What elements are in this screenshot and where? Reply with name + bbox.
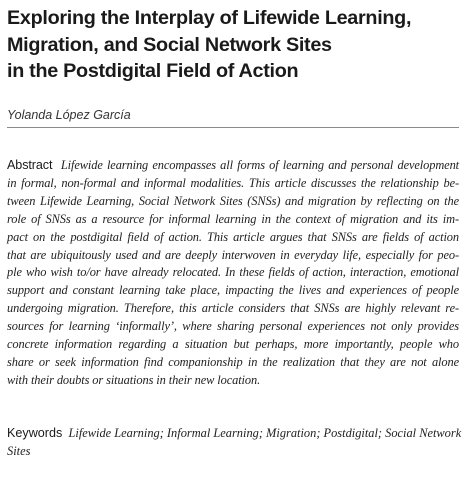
keywords-block [7, 425, 462, 461]
author-name: Yolanda López García [7, 108, 131, 122]
abstract-line: share or seek information find companionship in the realization that they are not alone [7, 354, 459, 369]
paper-title [7, 5, 462, 85]
keywords-label: Keywords [7, 426, 63, 440]
abstract-line: ple who wish to/or have already relocated. In these fields of action, interaction, emotional [7, 265, 459, 280]
abstract-line: tween Lifewide Learning, Social Network Sites (SNSs) and migration by reflecting on the [7, 193, 459, 208]
keywords-line: Sites [7, 443, 31, 458]
abstract-line: sources for learning ‘informally’, where sharing personal experiences not only provides [7, 319, 459, 334]
abstract-line: concrete information regarding a situation but perhaps, more importantly, people who [7, 337, 459, 352]
abstract-line: support and constant learning take place, impacting the lives and experiences of people [7, 283, 459, 298]
keywords-text: Lifewide Learning; Informal Learning; Migration; Postdigital; Social Network [68, 426, 462, 440]
abstract-line: undergoing migration. Therefore, this article considers that SNSs are highly relevant re- [7, 301, 459, 316]
abstract-line: pact on the postdigital field of action. This article argues that SNSs are fields of action [7, 229, 459, 244]
abstract-line: that are ubiquitously used and are deeply interwoven in everyday life, especially for peo- [7, 247, 459, 262]
abstract-line-0 [7, 157, 459, 175]
abstract-label: Abstract [7, 158, 53, 172]
abstract-line: with their doubts or situations in their new location. [7, 372, 261, 387]
abstract-line: role of SNSs as a resource for informal learning in the context of migration and its im- [7, 211, 459, 226]
title-line: in the Postdigital Field of Action [7, 60, 299, 82]
abstract-block [7, 157, 459, 390]
title-line: Exploring the Interplay of Lifewide Learning, [7, 7, 412, 29]
abstract-line: in formal, non-formal and informal modalities. This article discusses the relationship be- [7, 175, 459, 190]
title-line: Migration, and Social Network Sites [7, 33, 332, 56]
divider [7, 127, 459, 128]
keywords-line-0 [7, 425, 462, 443]
abstract-text: Lifewide learning encompasses all forms of learning and personal development [60, 158, 460, 172]
